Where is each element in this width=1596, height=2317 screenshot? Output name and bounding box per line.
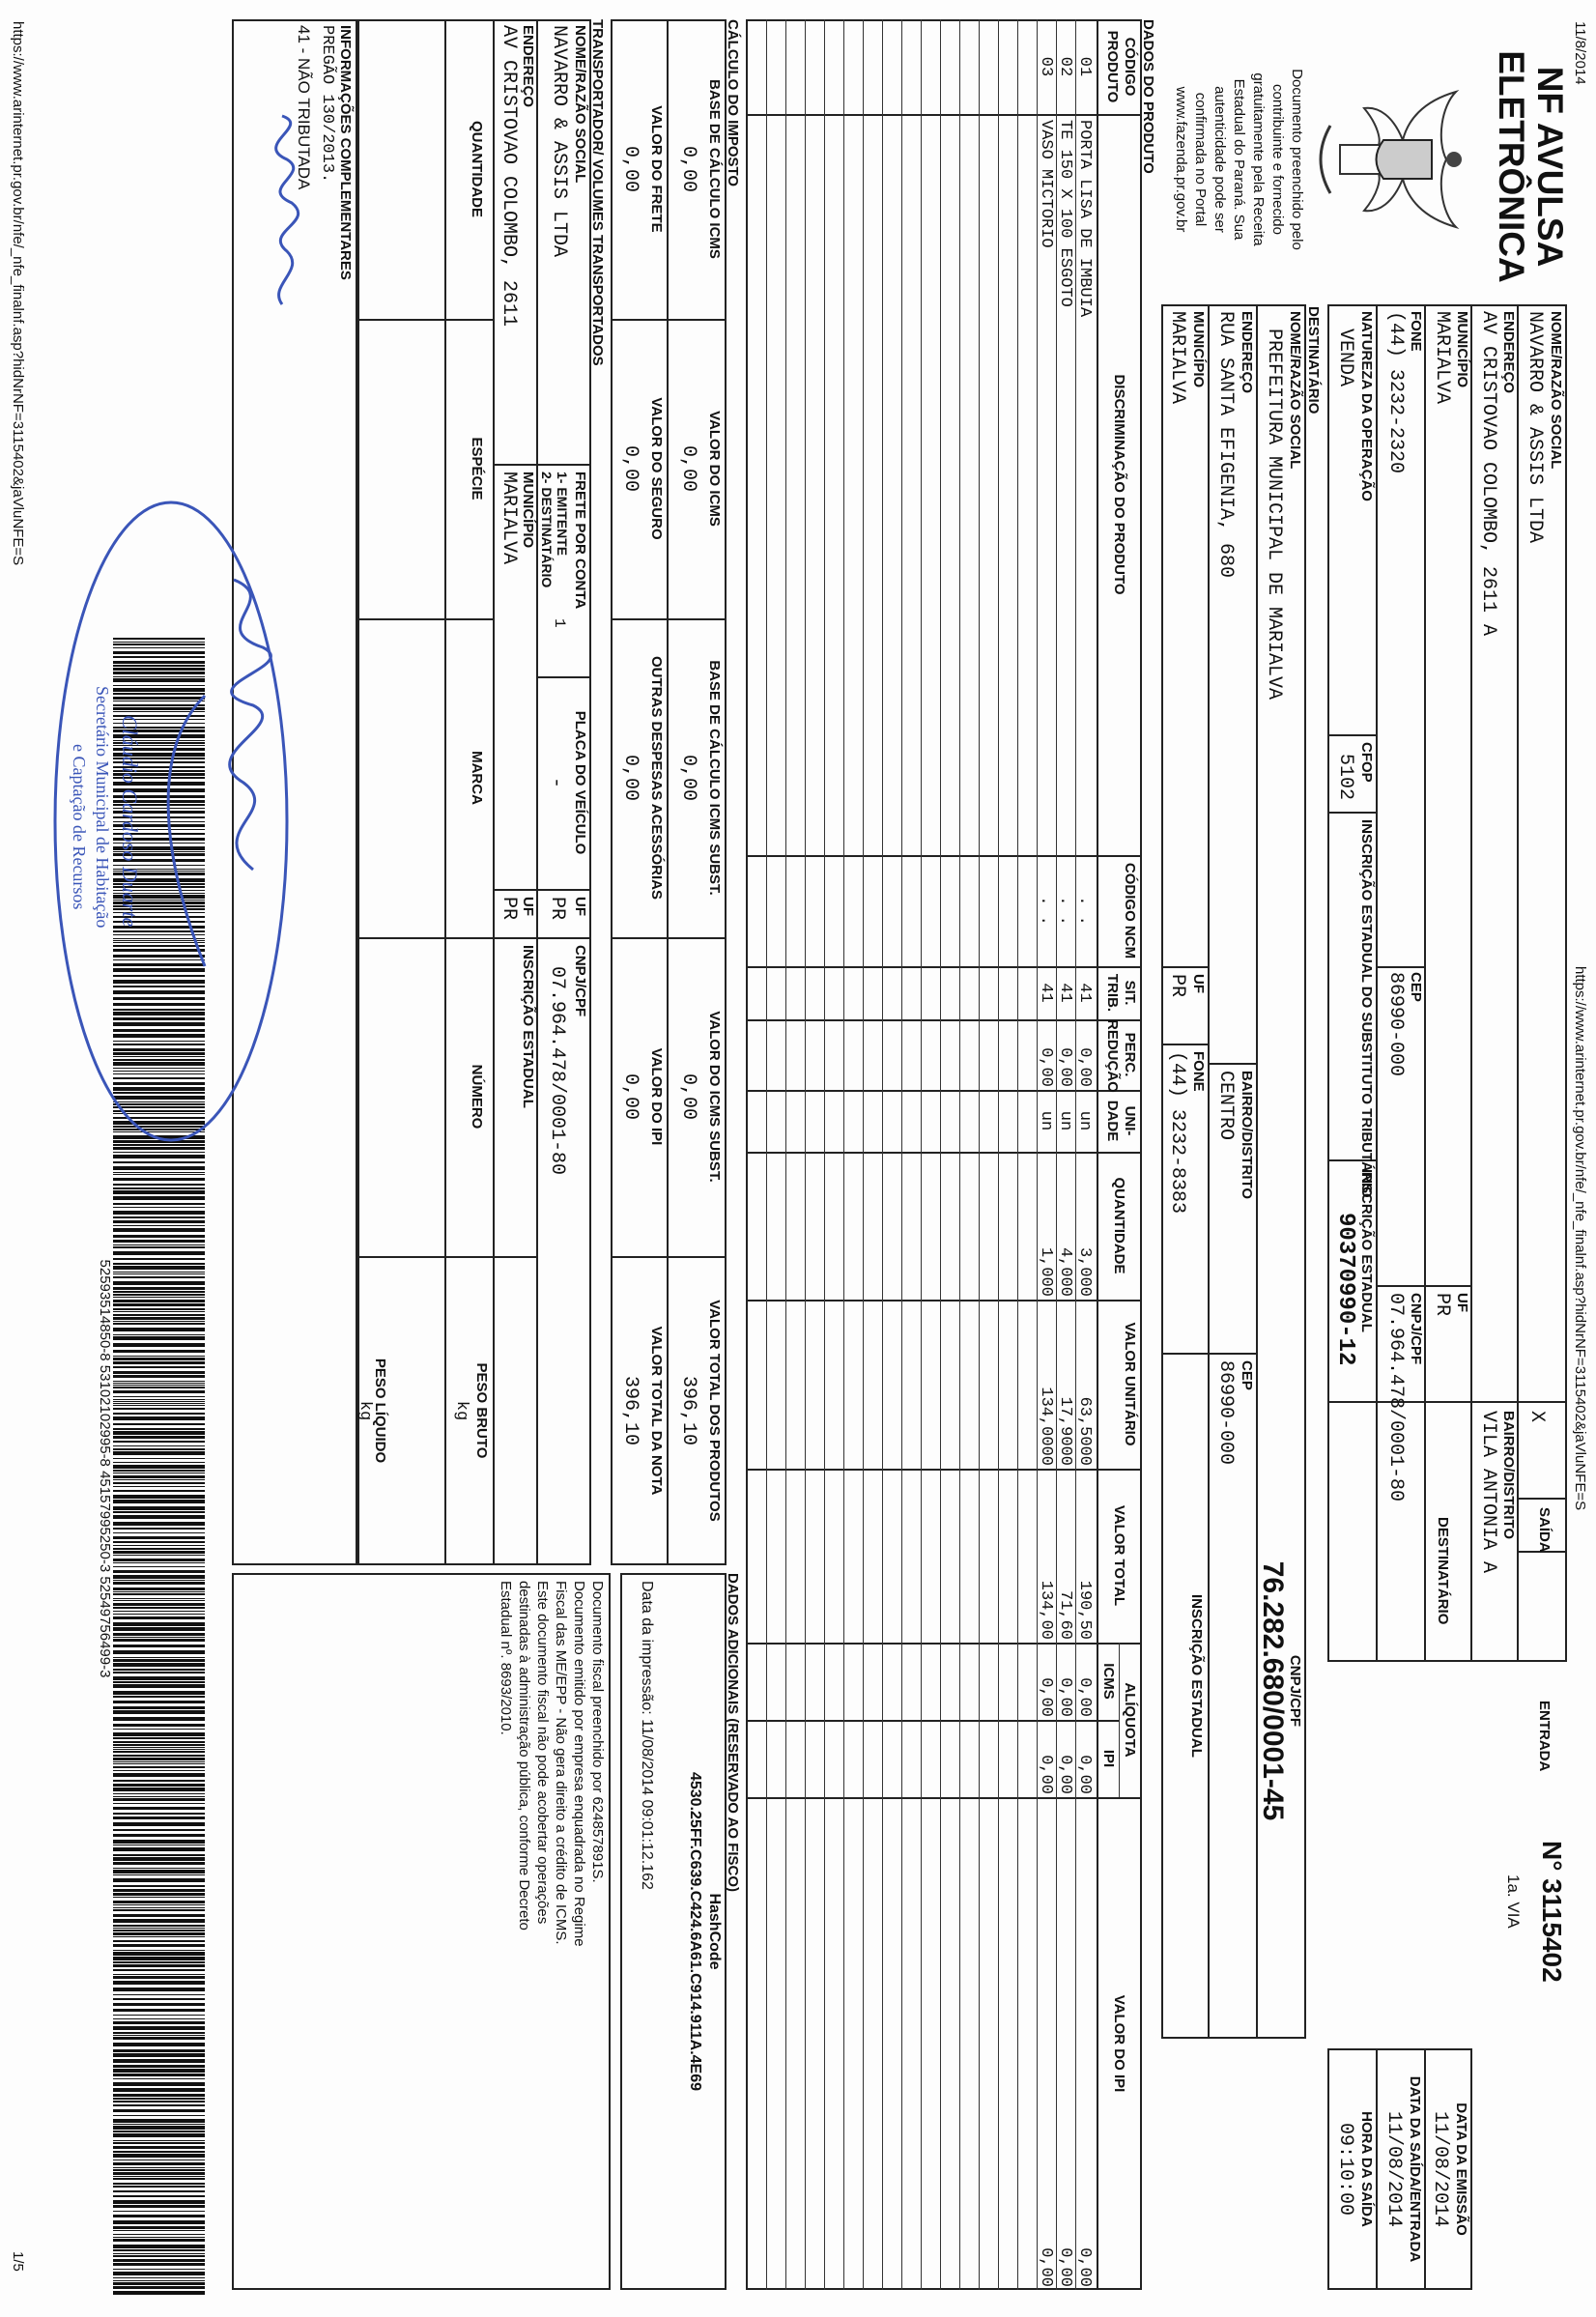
dest-cnpj: 76.282.680/0001-45 (1257, 1560, 1289, 1821)
stamp-line3: e Captação de Recursos (70, 744, 89, 910)
produto-cell-vipi: 0,00 (1037, 2247, 1055, 2287)
complementares-line2: 41 - NÃO TRIBUTADA (295, 25, 313, 190)
print-timestamp: Data da impressão: 11/08/2014 09:01:12.162 (639, 1581, 655, 1890)
entrada-label: ENTRADA (1536, 1701, 1553, 1772)
handwritten-initials (234, 106, 321, 319)
dest-section-label: DESTINATÁRIO (1305, 306, 1322, 415)
row-divider (901, 19, 902, 2290)
dest-bairro: CENTRO (1214, 1071, 1237, 1141)
produto-cell-vu: 134,0000 (1037, 1387, 1055, 1466)
peso-liquido: kg (356, 1400, 374, 1421)
signature-stamp (12, 464, 321, 1159)
produto-cell-perc: 0,00 (1037, 1047, 1055, 1087)
nf-avulsa-form: 11/8/2014 https://www.arinternet.pr.gov.br/nfe/_nfe_finalnf.asp?hidNrNF=3115402&jaVluNFE=S NF AVULSA ELETRÔNICA Documento preenchido pelo contribuinte e fornecido gratuitamente pela Receita Estadual do Paraná. Sua autenticidade pode ser confirmada no Portal www.fazenda.pr.gov.br NOME/RAZÃO SOCIAL NAVARRO & ASSIS LTDA X SAÍDA ENTRADA N° 3115402 1a. VIA DESTINATÁRIO ENDEREÇO AV CRISTOVAO COLOMBO, 2611 A BAIRRO/DISTRITO VILA ANTONIA A MUNICÍPIO MARIALVA UF PR FONE (44) 3232-2320 CEP 86990-000 CNPJ/CPF 07.964.478/0001-80 NATUREZA DA OPERAÇÃO VENDA CFOP 5102 INSCRIÇÃO ESTADUAL DO SUBSTITUTO TRIBUTÁRIO INSCRIÇÃO ESTADUAL 90370990-12 DATA DA EMISSÃO 11/08/2014 DATA DA SAÍDA/ENTRADA 11/08/2014 HORA DA SAÍDA 09:10:00 DESTINATÁRIO NOME/RAZÃO SOCIAL PREFEITURA MUNICIPAL DE MARIALVA CNPJ/CPF 76.282.680/0001-45 ENDEREÇO RUA SANTA EFIGENIA, 680 BAIRRO/DISTRITO CENTRO CEP 86990-000 MUNICÍPIO MARIALVA UF PR FONE (44) 3232-8383 INSCRIÇÃO ESTADUAL DADOS DO PRODUTO CÓDIGO PRODUTO DISCRIMINAÇÃO DO PRODUTO CÓDIGO NCM SIT. TRIB. PERC. REDUÇÃO UNI- DADE QUANTIDADE VALOR UNITÁRIO VALOR TOTAL ALÍQUOTA ICMS IPI VALOR DO IPI CÁLCULO DO IMPOSTO BASE DE CÁLCULO ICMS 0,00 VALOR DO ICMS 0,00 BASE DE CÁLCULO ICMS SUBST. 0,00 VALOR DO ICMS SUBST. 0,00 VALOR TOTAL DOS PRODUTOS 396,10 VALOR DO FRETE 0,00 VALOR DO SEGURO 0,00 OUTRAS DESPESAS ACESSÓRIAS 0,00 VALOR DO IPI 0,00 VALOR TOTAL DA NOTA 396,10 TRANSPORTADOR/ VOLUMES TRANSPORTADOS NOME/RAZÃO SOCIAL NAVARRO & ASSIS LTDA FRETE POR CONTA 1- EMITENTE 2- DESTINATÁRIO 1 PLACA DO VEÍCULO - UF PR CNPJ/CPF 07.964.478/0001-80 ENDEREÇO AV CRISTOVAO COLOMBO, 2611 MUNICÍPIO MARIALVA UF PR INSCRIÇÃO ESTADUAL QUANTIDADE ESPÉCIE MARCA NÚMERO PESO BRUTO kg PESO LÍQUIDO kg INFORMAÇÕES COMPLEMENTARES PREGÃO 130/2013. 41 - NÃO TRIBUTADA DADOS ADICIONAIS (RESERVADO AO FISCO) HashCode 4530.25FF.C639.C424.6A61.C914.911A.4E69 Data da impressão: 11/08/2014 09:01:12.162 Documento fiscal preenchido por 624857891S. Documento emitido por empresa enquadrada no Regime Fiscal das ME/EPP - Não gera direito a crédito de ICMS. Este documento fiscal não pode acobertar operações destinadas à administração pública, conforme Decreto Estadual nº. 8693/2010. 52593514850-8 53102102995-8 45157995250-3 52549756499-3 Cláudio Cardoso Duarte Secretário Municipal de Habitação e Captação de Recursos https://www.arinternet.pr.gov.br/nfe/_nfe_finalnf.asp?hidNrNF=3115402&jaVluNFE=S 1/5 01 PORTA LISA DE IMBUIA . . 41 0,00 un 3,000 63,5000 190,50 0,00 0,00 0,00 02 TE 150 X 100 ESGOTO . . 41 0,00 un 4,000 17,9000 71,60 0,00 0,00 0,00 03 VASO MICTORIO . . 41 0,00 un 1,000 134,0000 134,00 0,00 0,00 0,00 (0, 0, 1596, 2317)
produto-cell-vt: 190,50 (1075, 1580, 1094, 1640)
emit-address: AV CRISTOVAO COLOMBO, 2611 A (1477, 311, 1499, 637)
dest-address: RUA SANTA EFIGENIA, 680 (1214, 311, 1237, 579)
row-divider (882, 19, 883, 2290)
v-seguro: 0,00 (619, 444, 641, 492)
dest-cep: 86990-000 (1214, 1360, 1237, 1466)
saida-label: SAÍDA (1536, 1507, 1553, 1553)
produto-cell-disc: PORTA LISA DE IMBUIA (1075, 120, 1094, 318)
emission-date: 11/08/2014 (1429, 2110, 1451, 2228)
produto-cell-disc: VASO MICTORIO (1037, 120, 1055, 248)
emit-cfop: 5102 (1334, 754, 1356, 801)
produto-cell-qtd: 3,000 (1075, 1246, 1094, 1297)
row-divider (1037, 19, 1038, 2290)
produto-cell-vu: 63,5000 (1075, 1396, 1094, 1466)
emit-fone: (44) 3232-2320 (1384, 311, 1407, 474)
produto-cell-disc: TE 150 X 100 ESGOTO (1056, 120, 1074, 307)
row-divider (1075, 19, 1076, 2290)
produto-cell-codigo: 02 (1056, 56, 1074, 77)
imposto-section-label: CÁLCULO DO IMPOSTO (725, 19, 741, 187)
emit-natureza: VENDA (1334, 329, 1356, 387)
produto-cell-un: un (1037, 1110, 1055, 1131)
row-divider (959, 19, 960, 2290)
title-block (1463, 39, 1569, 295)
row-divider (940, 19, 941, 2290)
row-divider (863, 19, 864, 2290)
produto-cell-vipi: 0,00 (1075, 2247, 1094, 2287)
v-subst: 0,00 (677, 1073, 699, 1120)
dest-name: PREFEITURA MUNICIPAL DE MARIALVA (1263, 329, 1285, 701)
adicionais-notes: Documento fiscal preenchido por 624857891S. Documento emitido por empresa enquadrada no Regime Fiscal das ME/EPP - Não gera direito a crédito de ICMS. Este documento fiscal não pode acobertar operações destinadas à administração pública, conforme Decreto Estadual nº. 8693/2010. (498, 1581, 606, 1947)
adicionais-section-label: DADOS ADICIONAIS (RESERVADO AO FISCO) (725, 1573, 741, 1893)
emit-uf: PR (1431, 1293, 1453, 1317)
produto-cell-qtd: 1,000 (1037, 1246, 1055, 1297)
v-nota: 396,10 (619, 1375, 641, 1445)
row-divider (921, 19, 922, 2290)
bc-subst: 0,00 (677, 754, 699, 801)
row-divider (785, 19, 786, 2290)
produto-cell-perc: 0,00 (1075, 1047, 1094, 1087)
produto-cell-ipi: 0,00 (1075, 1755, 1094, 1794)
produto-cell-icms: 0,00 (1037, 1677, 1055, 1717)
exit-time: 09:10:00 (1334, 2122, 1356, 2216)
produto-cell-ncm: . . (1075, 896, 1094, 926)
authenticity-note: Documento preenchido pelo contribuinte e fornecido gratuitamente pela Receita Estadual do Paraná. Sua autenticidade pode ser confirmada no Portal www.fazenda.pr.gov.br (1173, 69, 1305, 250)
transp-frete-val: 1 (551, 618, 568, 628)
produto-cell-ipi: 0,00 (1037, 1755, 1055, 1794)
hash-code: 4530.25FF.C639.C424.6A61.C914.911A.4E69 (687, 1771, 703, 2091)
produto-cell-un: un (1075, 1110, 1094, 1131)
produto-section-label: DADOS DO PRODUTO (1140, 19, 1156, 174)
produto-cell-ipi: 0,00 (1056, 1755, 1074, 1794)
row-divider (824, 19, 825, 2290)
transp-municipio: MARIALVA (498, 472, 520, 565)
title-line1: NF AVULSA (1530, 66, 1570, 268)
emit-name: NAVARRO & ASSIS LTDA (1524, 311, 1546, 544)
emit-cep: 86990-000 (1384, 972, 1407, 1077)
produto-cell-sit: 41 (1037, 983, 1055, 1003)
produto-cell-vipi: 0,00 (1056, 2247, 1074, 2287)
produto-cell-icms: 0,00 (1056, 1677, 1074, 1717)
transp-uf2: PR (498, 897, 520, 921)
row-divider (843, 19, 844, 2290)
produto-cell-qtd: 4,000 (1056, 1246, 1074, 1297)
produto-cell-icms: 0,00 (1075, 1677, 1094, 1717)
exit-date: 11/08/2014 (1382, 2110, 1405, 2228)
dest-fone: (44) 3232-8383 (1166, 1051, 1188, 1215)
print-date: 11/8/2014 (1572, 21, 1588, 85)
nf-number: N° 3115402 (1537, 1841, 1567, 1983)
transp-uf: PR (546, 897, 568, 921)
dest-municipio: MARIALVA (1166, 311, 1188, 405)
produto-cell-perc: 0,00 (1056, 1047, 1074, 1087)
produto-cell-vu: 17,9000 (1056, 1396, 1074, 1466)
via-label: 1a. VIA (1504, 1874, 1523, 1929)
emit-bairro: VILA ANTONIA A (1477, 1411, 1499, 1574)
row-divider (1056, 19, 1057, 2290)
row-divider (1017, 19, 1018, 2290)
v-outras: 0,00 (619, 754, 641, 801)
eagle-coat-of-arms-icon (1306, 87, 1475, 232)
page-counter: 1/5 (10, 2251, 26, 2272)
transp-section-label: TRANSPORTADOR/ VOLUMES TRANSPORTADOS (589, 19, 606, 366)
produto-cell-un: un (1056, 1110, 1074, 1131)
produto-cell-codigo: 03 (1037, 56, 1055, 77)
title-line2: ELETRÔNICA (1492, 50, 1531, 283)
v-icms: 0,00 (677, 444, 699, 492)
transp-name: NAVARRO & ASSIS LTDA (548, 25, 570, 258)
row-divider (766, 19, 767, 2290)
produto-cell-sit: 41 (1056, 983, 1074, 1003)
v-ipi: 0,00 (619, 1073, 641, 1120)
produto-cell-ncm: . . (1037, 896, 1055, 926)
row-divider (805, 19, 806, 2290)
stamp-line1: Cláudio Cardoso Duarte (118, 715, 142, 928)
produto-cell-codigo: 01 (1075, 56, 1094, 77)
produto-cell-vt: 134,00 (1037, 1580, 1055, 1640)
emit-ie: 90370990-12 (1332, 1213, 1358, 1366)
transp-address: AV CRISTOVAO COLOMBO, 2611 (498, 25, 520, 328)
barcode-digits: 52593514850-8 53102102995-8 45157995250-3 52549756499-3 (97, 1259, 113, 1678)
dest-uf: PR (1166, 974, 1188, 998)
v-frete: 0,00 (619, 145, 641, 192)
bc-icms: 0,00 (677, 145, 699, 192)
destinatario-copy-label: DESTINATÁRIO (1435, 1517, 1451, 1625)
emit-municipio: MARIALVA (1431, 311, 1453, 405)
page-url[interactable]: https://www.arinternet.pr.gov.br/nfe/_nfe_finalnf.asp?hidNrNF=3115402&jaVluNFE=S (1572, 966, 1588, 1511)
transp-cnpj: 07.964.478/0001-80 (546, 966, 568, 1176)
row-divider (979, 19, 980, 2290)
footer-url: https://www.arinternet.pr.gov.br/nfe/_nfe_finalnf.asp?hidNrNF=3115402&jaVluNFE=S (10, 21, 26, 566)
emit-cnpj: 07.964.478/0001-80 (1384, 1293, 1407, 1502)
v-prod: 396,10 (677, 1375, 699, 1445)
transp-placa: - (545, 776, 567, 788)
peso-bruto: kg (452, 1400, 470, 1421)
stamp-line2: Secretário Municipal de Habitação (93, 686, 112, 929)
emit-name-label: NOME/RAZÃO SOCIAL (1548, 311, 1564, 470)
produto-cell-ncm: . . (1056, 896, 1074, 926)
produto-cell-vt: 71,60 (1056, 1589, 1074, 1640)
produto-cell-sit: 41 (1075, 983, 1094, 1003)
saida-mark: X (1525, 1411, 1548, 1423)
complementares-line1: PREGÃO 130/2013. (318, 25, 336, 184)
row-divider (998, 19, 999, 2290)
